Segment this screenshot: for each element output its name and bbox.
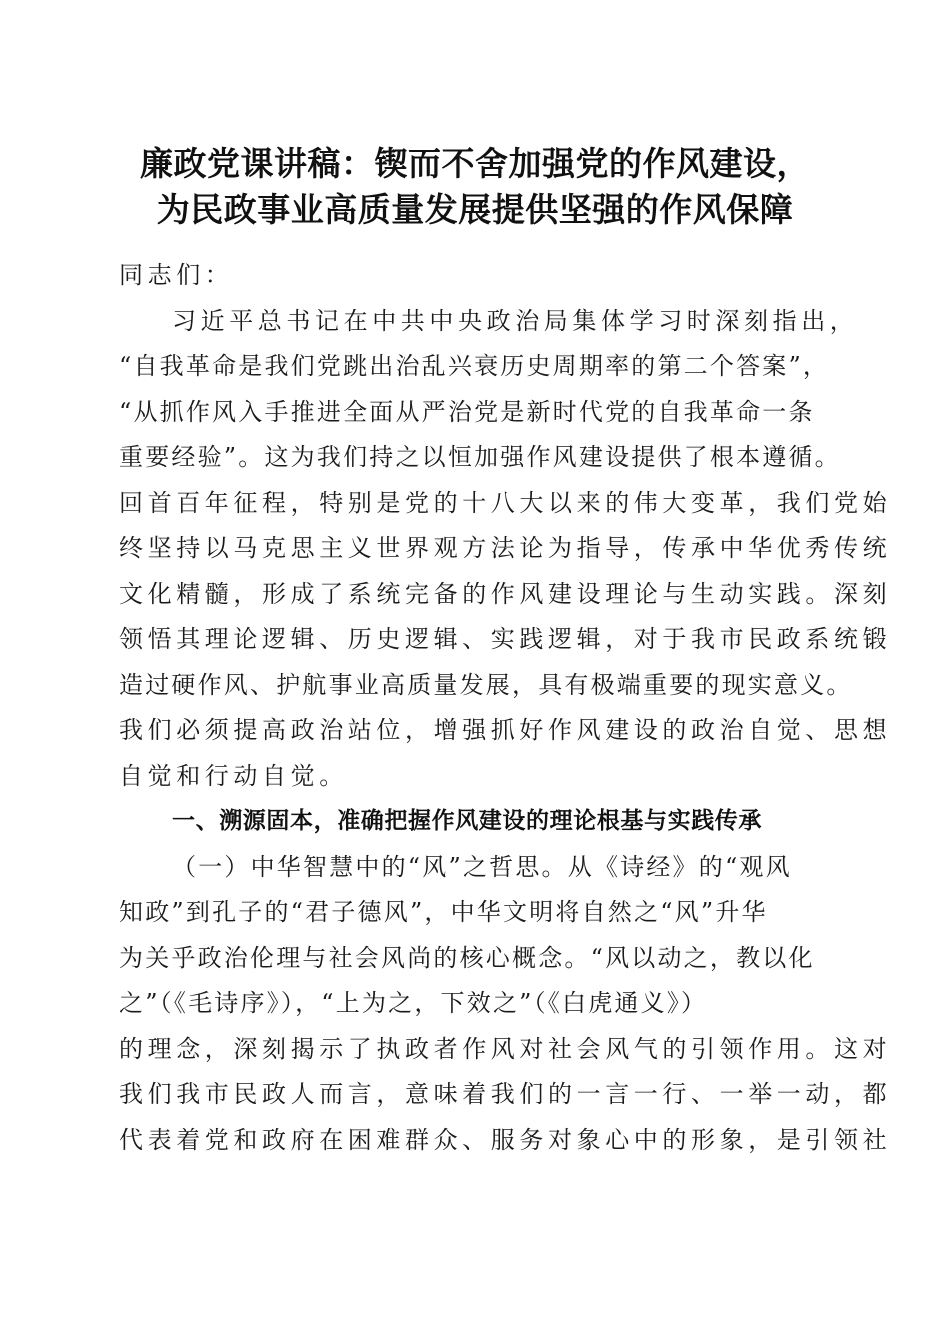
document-title-line-2: 为民政事业高质量发展提供坚强的作风保障 [156,190,794,229]
paragraph-line: 文化精髓，形成了系统完备的作风建设理论与生动实践。深刻 [119,579,892,608]
paragraph-2 [119,845,892,1164]
paragraph-line: 我们必须提高政治站位，增强抓好作风建设的政治自觉、思想 [119,716,892,744]
paragraph-line: 知政”到孔子的“君子德风”，中华文明将自然之“风”升华 [119,898,768,926]
paragraph-line: 回首百年征程，特别是党的十八大以来的伟大变革，我们党始 [119,488,892,517]
paragraph-line: （一）中华智慧中的“风”之哲思。从《诗经》的“观风 [172,852,792,881]
paragraph-line: 重要经验”。这为我们持之以恒加强作风建设提供了根本遵循。 [119,443,841,471]
paragraph-line: 习近平总书记在中共中央政治局集体学习时深刻指出， [172,306,859,335]
paragraph-line: 的理念，深刻揭示了执政者作风对社会风气的引领作用。这对 [119,1034,892,1063]
paragraph-line: 造过硬作风、护航事业高质量发展，具有极端重要的现实意义。 [119,670,853,699]
salutation: 同志们： [119,261,234,289]
section-heading: 一、溯源固本，准确把握作风建设的理论根基与实践传承 [172,808,762,834]
paragraph-1 [119,299,892,800]
document-body [119,253,892,1163]
paragraph-line: 领悟其理论逻辑、历史逻辑、实践逻辑，对于我市民政系统锻 [119,625,892,653]
paragraph-line: 自觉和行动自觉。 [119,761,348,790]
paragraph-line: “从抓作风入手推进全面从严治党是新时代党的自我革命一条 [119,397,815,426]
paragraph-line: 之”（《毛诗序》），“上为之，下效之”（《白虎通义》） [119,989,708,1017]
paragraph-line: 我们我市民政人而言，意味着我们的一言一行、一举一动，都 [119,1080,892,1108]
paragraph-line: 代表着党和政府在困难群众、服务对象心中的形象，是引领社 [119,1125,892,1154]
paragraph-line: 终坚持以马克思主义世界观方法论为指导，传承中华优秀传统 [119,534,892,562]
paragraph-line: 为关乎政治伦理与社会风尚的核心概念。“风以动之，教以化 [119,943,815,972]
paragraph-line: “自我革命是我们党跳出治乱兴衰历史周期率的第二个答案”， [119,352,830,380]
document-title-line-1: 廉政党课讲稿：锲而不舍加强党的作风建设， [140,144,810,183]
